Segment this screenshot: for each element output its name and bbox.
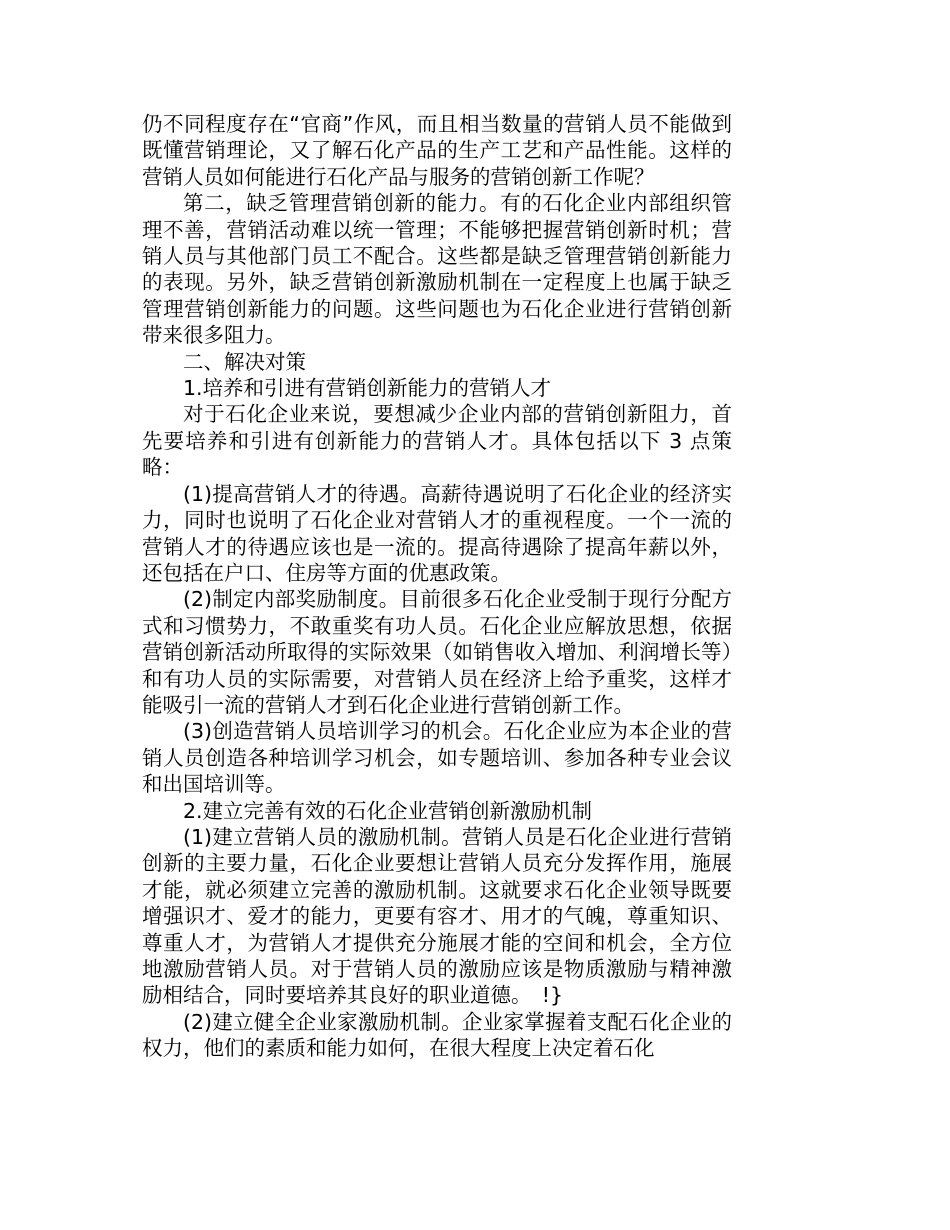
subheading-2: 2.建立完善有效的石化企业营销创新激励机制	[183, 798, 593, 823]
paragraph-4: (1)提高营销人才的待遇。高薪待遇说明了石化企业的经济实力，同时也说明了石化企业对营销人才的重视程度。一个一流的营销人才的待遇应该也是一流的。提高待遇除了提高年薪以外，还包括在户口、住房等方面的优惠政策。	[142, 481, 732, 585]
section-heading-solutions: 二、解决对策	[183, 349, 306, 374]
paragraph-7: (1)建立营销人员的激励机制。营销人员是石化企业进行营销创新的主要力量，石化企业要想让营销人员充分发挥作用，施展才能，就必须建立完善的激励机制。这就要求石化企业领导既要增强识才、爱才的能力，更要有容才、用才的气魄，尊重知识、尊重人才，为营销人才提供充分施展才能的空间和机会，全方位地激励营销人员。对于营销人员的激励应该是物质激励与精神激励相结合，同时要培养其良好的职业道德。 !}	[142, 824, 732, 1008]
paragraph-5: (2)制定内部奖励制度。目前很多石化企业受制于现行分配方式和习惯势力，不敢重奖有功人员。石化企业应解放思想，依据营销创新活动所取得的实际效果（如销售收入增加、利润增长等）和有功人员的实际需要，对营销人员在经济上给予重奖，这样才能吸引一流的营销人才到石化企业进行营销创新工作。	[142, 587, 732, 717]
subheading-1: 1.培养和引进有营销创新能力的营销人才	[183, 376, 552, 401]
paragraph-1: 仍不同程度存在“官商”作风，而且相当数量的营销人员不能做到既懂营销理论，又了解石化产品的生产工艺和产品性能。这样的营销人员如何能进行石化产品与服务的营销创新工作呢？	[142, 112, 732, 189]
paragraph-6: (3)创造营销人员培训学习的机会。石化企业应为本企业的营销人员创造各种培训学习机会，如专题培训、参加各种专业会议和出国培训等。	[142, 719, 732, 797]
paragraph-2: 第二，缺乏管理营销创新的能力。有的石化企业内部组织管理不善，营销活动难以统一管理；不能够把握营销创新时机；营销人员与其他部门员工不配合。这些都是缺乏管理营销创新能力的表现。另外，缺乏营销创新激励机制在一定程度上也属于缺乏管理营销创新能力的问题。这些问题也为石化企业进行营销创新带来很多阻力。	[142, 191, 732, 348]
document-body	[142, 111, 732, 1062]
paragraph-8: (2)建立健全企业家激励机制。企业家掌握着支配石化企业的权力，他们的素质和能力如何，在很大程度上决定着石化	[142, 1009, 732, 1061]
paragraph-3: 对于石化企业来说，要想减少企业内部的营销创新阻力，首先要培养和引进有创新能力的营销人才。具体包括以下 3 点策略：	[142, 402, 732, 480]
